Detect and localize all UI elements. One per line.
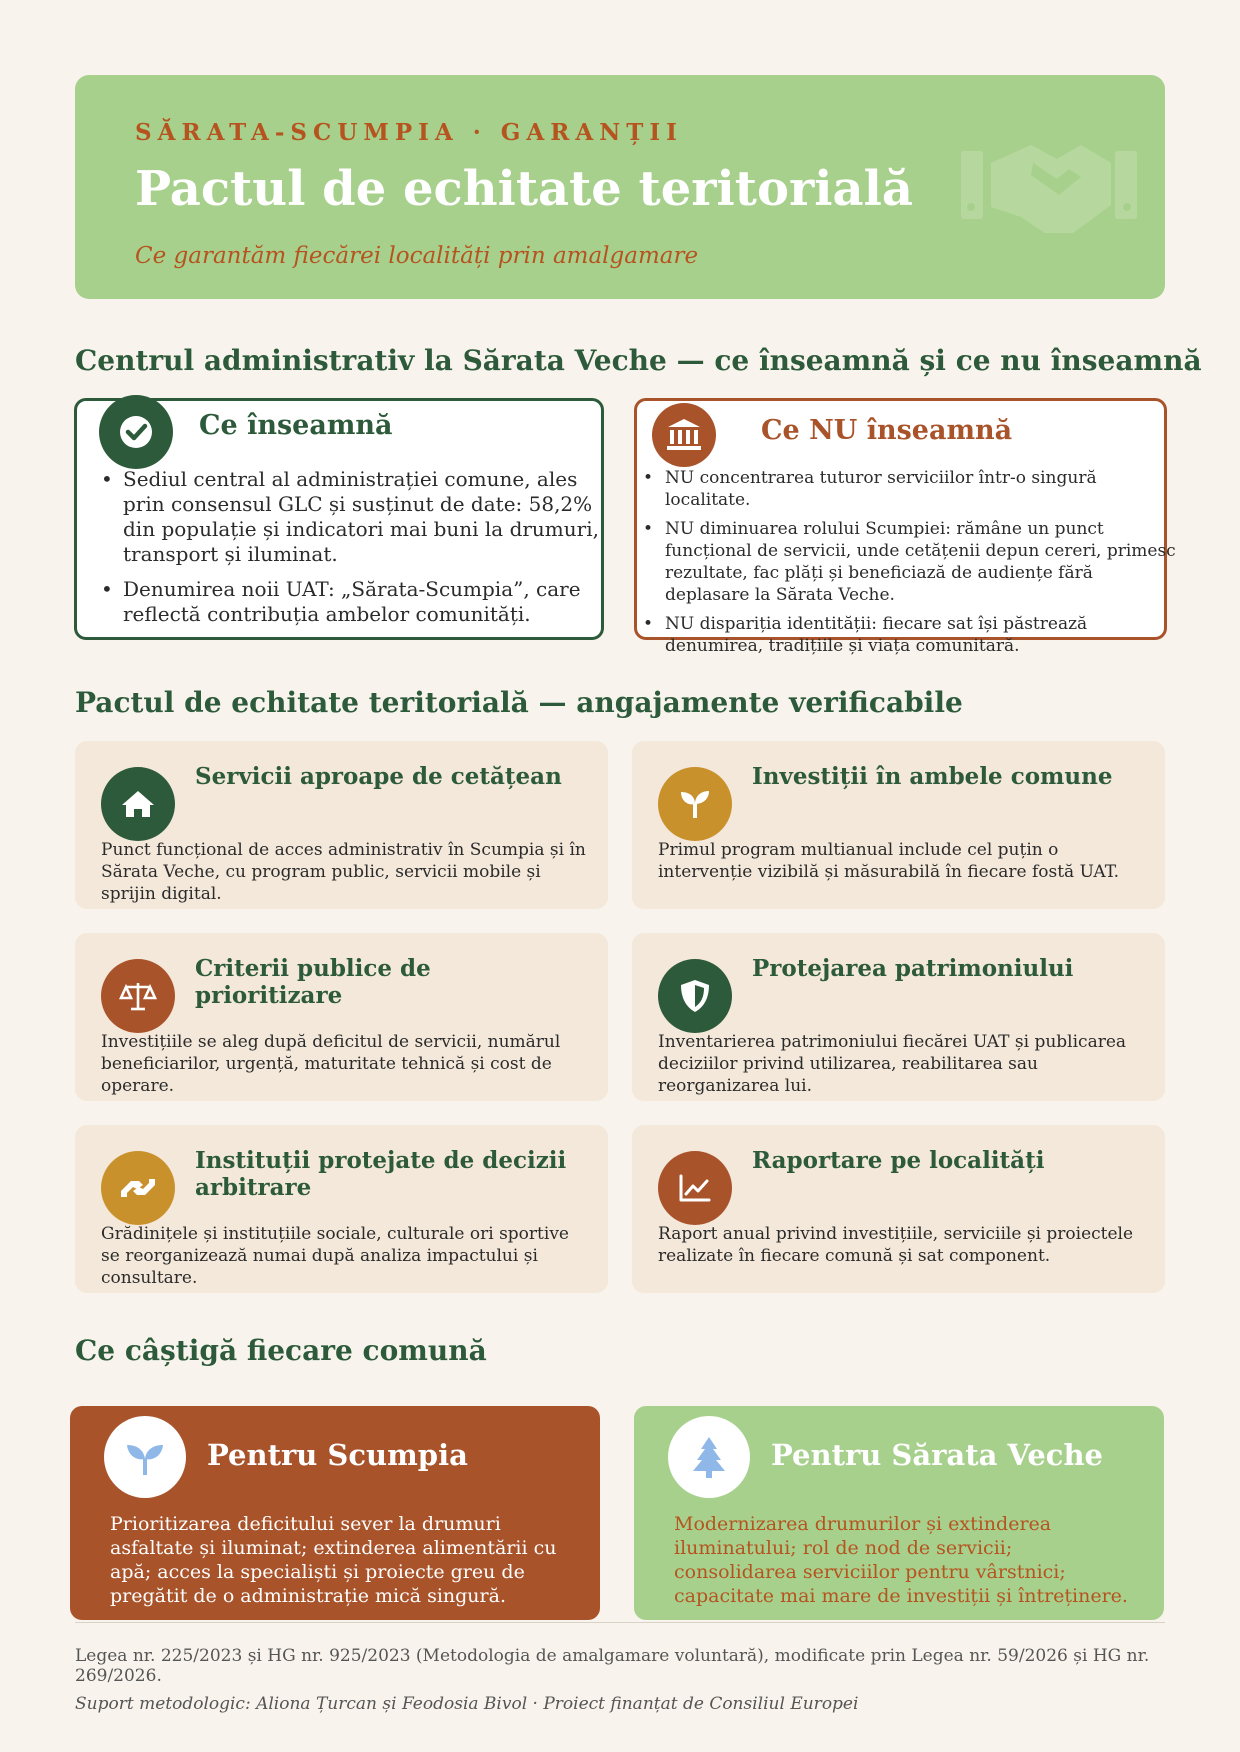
shield-icon	[658, 959, 732, 1033]
footer-credit: Suport metodologic: Aliona Țurcan și Feodosia Bivol · Proiect finanțat de Consiliul Europei	[75, 1694, 859, 1714]
check-circle-icon	[99, 395, 173, 469]
section-title-gains: Ce câștigă fiecare comună	[75, 1334, 487, 1367]
card-title: Protejarea patrimoniului	[752, 955, 1074, 982]
sprout-icon	[658, 767, 732, 841]
card-text: Inventarierea patrimoniului fiecărei UAT și publicarea deciziilor privind utilizarea, reabilitarea sau reorganizarea lui.	[658, 1032, 1127, 1096]
handshake-icon	[961, 133, 1137, 243]
panel-title: Pentru Sărata Veche	[771, 1438, 1103, 1472]
divider	[75, 1622, 1165, 1623]
list-item: • Denumirea noii UAT: „Sărata-Scumpia”, care reflectă contribuția ambelor comunități.	[99, 577, 599, 627]
panel-text: Modernizarea drumurilor și extinderea iluminatului; rol de nod de servicii; consolidarea serviciilor pentru vârstnici; capacitate mai mare de investiții și întreținere.	[674, 1513, 1128, 1607]
means-list	[99, 467, 599, 637]
commitment-card	[75, 741, 608, 909]
commitment-card	[632, 1125, 1165, 1293]
panel-sarata	[634, 1406, 1164, 1620]
panel-text: Prioritizarea deficitului sever la drumuri asfaltate și iluminat; extinderea alimentării cu apă; acces la specialiști și proiecte greu de pregătit de o administrație mică singură.	[110, 1513, 557, 1607]
hands-helping-icon	[101, 1151, 175, 1225]
panel-scumpia	[70, 1406, 600, 1620]
card-title: Servicii aproape de cetățean	[195, 763, 562, 790]
chart-line-icon	[658, 1151, 732, 1225]
commitment-card	[75, 1125, 608, 1293]
means-title: Ce înseamnă	[199, 410, 393, 441]
not-means-box	[634, 398, 1176, 656]
card-title: Investiții în ambele comune	[752, 763, 1113, 790]
landmark-icon	[652, 403, 716, 467]
tree-icon	[668, 1416, 750, 1498]
scales-icon	[101, 959, 175, 1033]
commitment-card	[75, 933, 608, 1101]
card-title: Instituții protejate de decizii arbitrare	[195, 1147, 567, 1201]
not-means-list	[641, 467, 1176, 664]
list-item: • NU dispariția identității: fiecare sat își păstrează denumirea, tradițiile și viața comunitară.	[641, 613, 1176, 657]
section-title-pact: Pactul de echitate teritorială — angajamente verificabile	[75, 686, 963, 719]
means-box	[74, 398, 604, 640]
card-text: Grădinițele și instituțiile sociale, culturale ori sportive se reorganizează numai după analiza impactului și consultare.	[101, 1224, 569, 1288]
header-banner	[75, 75, 1165, 299]
seedling-icon	[104, 1416, 186, 1498]
list-item: • NU diminuarea rolului Scumpiei: rămâne un punct funcțional de servicii, unde cetățenii depun cereri, primesc rezultate, fac plăți și beneficiază de audiențe fără deplasare la Sărata Veche.	[641, 518, 1176, 606]
home-icon	[101, 767, 175, 841]
page-subtitle: Ce garantăm fiecărei localități prin amalgamare	[135, 243, 699, 269]
header-kicker: SĂRATA-SCUMPIA · GARANȚII	[135, 119, 683, 146]
list-item: • Sediul central al administrației comune, ales prin consensul GLC și susținut de date: 58,2% din populație și indicatori mai buni la drumuri, transport și iluminat.	[99, 467, 599, 567]
panel-title: Pentru Scumpia	[207, 1438, 468, 1472]
footer-law: Legea nr. 225/2023 și HG nr. 925/2023 (Metodologia de amalgamare voluntară), modificate prin Legea nr. 59/2026 și HG nr. 269/2026.	[75, 1646, 1150, 1686]
commitment-card	[632, 741, 1165, 909]
card-title: Raportare pe localități	[752, 1147, 1045, 1174]
card-text: Investițiile se aleg după deficitul de servicii, numărul beneficiarilor, urgență, maturitate tehnică și cost de operare.	[101, 1032, 561, 1096]
list-item: • NU concentrarea tuturor serviciilor într-o singură localitate.	[641, 467, 1176, 511]
page-title: Pactul de echitate teritorială	[135, 161, 913, 217]
card-text: Punct funcțional de acces administrativ în Scumpia și în Sărata Veche, cu program public, servicii mobile și sprijin digital.	[101, 840, 586, 904]
card-title: Criterii publice de prioritizare	[195, 955, 431, 1009]
commitment-card	[632, 933, 1165, 1101]
card-text: Primul program multianual include cel puțin o intervenție vizibilă și măsurabilă în fiecare fostă UAT.	[658, 840, 1119, 882]
section-title-center: Centrul administrativ la Sărata Veche — ce înseamnă și ce nu înseamnă	[75, 344, 1202, 377]
card-text: Raport anual privind investițiile, serviciile și proiectele realizate în fiecare comună și sat component.	[658, 1224, 1134, 1266]
not-means-title: Ce NU înseamnă	[761, 415, 1013, 446]
